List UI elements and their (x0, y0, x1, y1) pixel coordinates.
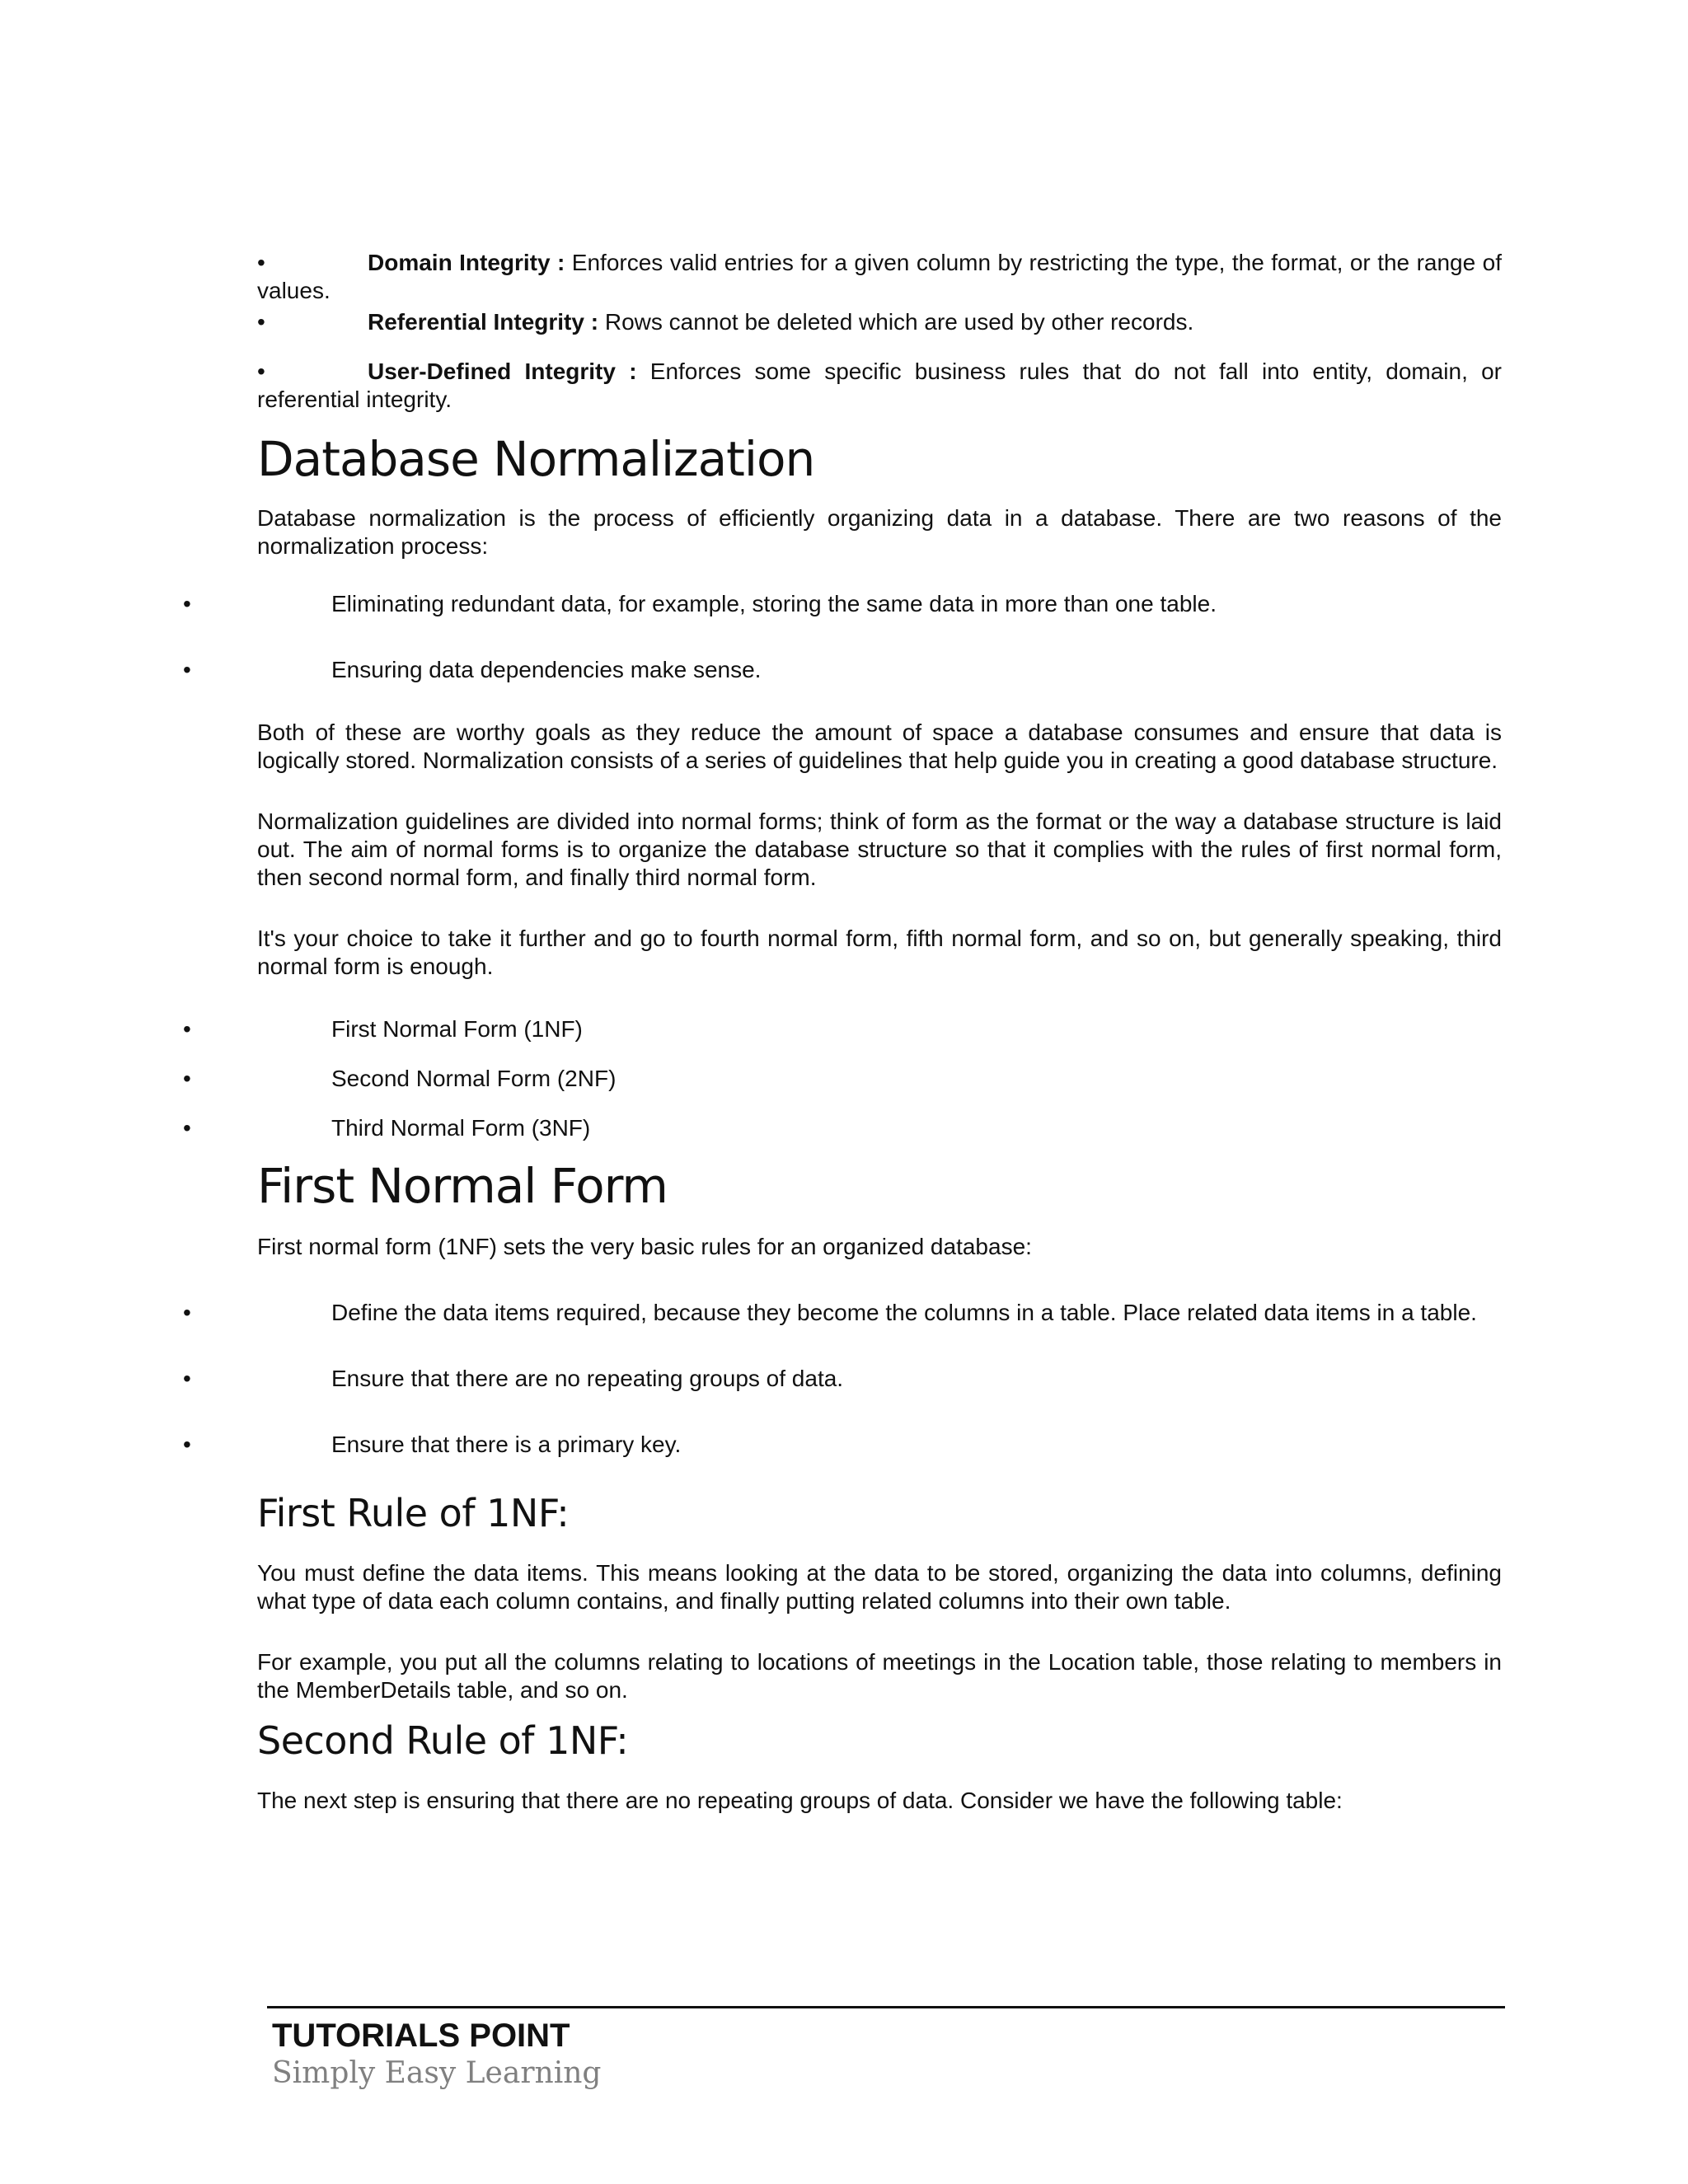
integrity-desc: Rows cannot be deleted which are used by other records. (598, 309, 1194, 335)
integrity-term: User-Defined Integrity : (368, 359, 637, 384)
1nf-rule-2 (183, 1365, 1502, 1393)
bullet-icon: • (183, 591, 191, 616)
normalization-intro: Database normalization is the process of efficiently organizing data in a database. There are two reasons of the normalization process: (257, 505, 1502, 559)
integrity-item-user-defined (257, 358, 1502, 414)
footer-brand: TUTORIALS POINT (272, 2018, 570, 2054)
integrity-term: Referential Integrity : (368, 309, 599, 335)
page-content (183, 239, 1502, 1815)
normal-form-text: Third Normal Form (3NF) (331, 1115, 591, 1141)
normal-form-item-1nf (183, 1015, 1502, 1043)
normalization-reason-2 (183, 656, 1502, 684)
bullet-icon: • (183, 657, 191, 682)
footer-tagline: Simply Easy Learning (272, 2056, 602, 2090)
first-rule-paragraph-1: You must define the data items. This means looking at the data to be stored, organizing the data into columns, defining what type of data each column contains, and finally putting related columns into their own table. (257, 1560, 1502, 1614)
normalization-reason-1 (183, 590, 1502, 618)
heading-database-normalization: Database Normalization (257, 431, 815, 487)
reason-text: Ensuring data dependencies make sense. (331, 657, 762, 682)
rule-text: Define the data items required, because they become the columns in a table. Place related data items in a table. (331, 1300, 1477, 1325)
normalization-paragraph-2: Normalization guidelines are divided into normal forms; think of form as the format or the way a database structure is laid out. The aim of normal forms is to organize the database structure so that it complies with the rules of first normal form, then second normal form, and finally third normal form. (257, 808, 1502, 890)
integrity-item-referential (257, 308, 1502, 336)
bullet-icon: • (183, 1300, 191, 1325)
1nf-rule-1 (183, 1299, 1502, 1327)
bullet-icon: • (183, 1432, 191, 1457)
bullet-icon: • (183, 1366, 191, 1391)
first-rule-paragraph-2: For example, you put all the columns relating to locations of meetings in the Location table, those relating to members in the MemberDetails table, and so on. (257, 1649, 1502, 1703)
footer-divider (267, 2006, 1505, 2008)
normal-form-item-2nf (183, 1065, 1502, 1093)
integrity-item-domain (257, 249, 1502, 305)
integrity-desc: Enforces some specific business rules that do not fall into entity, domain, or referential integrity. (257, 359, 1502, 412)
heading-first-normal-form: First Normal Form (257, 1158, 668, 1214)
reason-text: Eliminating redundant data, for example, storing the same data in more than one table. (331, 591, 1217, 616)
bullet-icon: • (257, 359, 265, 384)
rule-text: Ensure that there is a primary key. (331, 1432, 682, 1457)
heading-first-rule-1nf: First Rule of 1NF: (257, 1491, 570, 1535)
bullet-icon: • (257, 250, 265, 275)
normal-form-item-3nf (183, 1114, 1502, 1142)
normal-form-text: Second Normal Form (2NF) (331, 1066, 617, 1091)
1nf-rule-3 (183, 1431, 1502, 1459)
rule-text: Ensure that there are no repeating groups of data. (331, 1366, 844, 1391)
bullet-icon: • (257, 309, 265, 335)
integrity-desc: Enforces valid entries for a given column by restricting the type, the format, or the range of values. (257, 250, 1502, 303)
bullet-icon: • (183, 1066, 191, 1091)
normal-form-text: First Normal Form (1NF) (331, 1016, 583, 1042)
bullet-icon: • (183, 1115, 191, 1141)
first-normal-form-intro: First normal form (1NF) sets the very basic rules for an organized database: (257, 1234, 1032, 1259)
second-rule-paragraph-1: The next step is ensuring that there are no repeating groups of data. Consider we have the following table: (257, 1788, 1343, 1813)
normalization-paragraph-1: Both of these are worthy goals as they reduce the amount of space a database consumes and ensure that data is logically stored. Normalization consists of a series of guidelines that help guide you in creating a good database structure. (257, 719, 1502, 773)
normalization-paragraph-3: It's your choice to take it further and go to fourth normal form, fifth normal form, and so on, but generally speaking, third normal form is enough. (257, 926, 1502, 979)
heading-second-rule-1nf: Second Rule of 1NF: (257, 1718, 629, 1763)
integrity-term: Domain Integrity : (368, 250, 565, 275)
bullet-icon: • (183, 1016, 191, 1042)
